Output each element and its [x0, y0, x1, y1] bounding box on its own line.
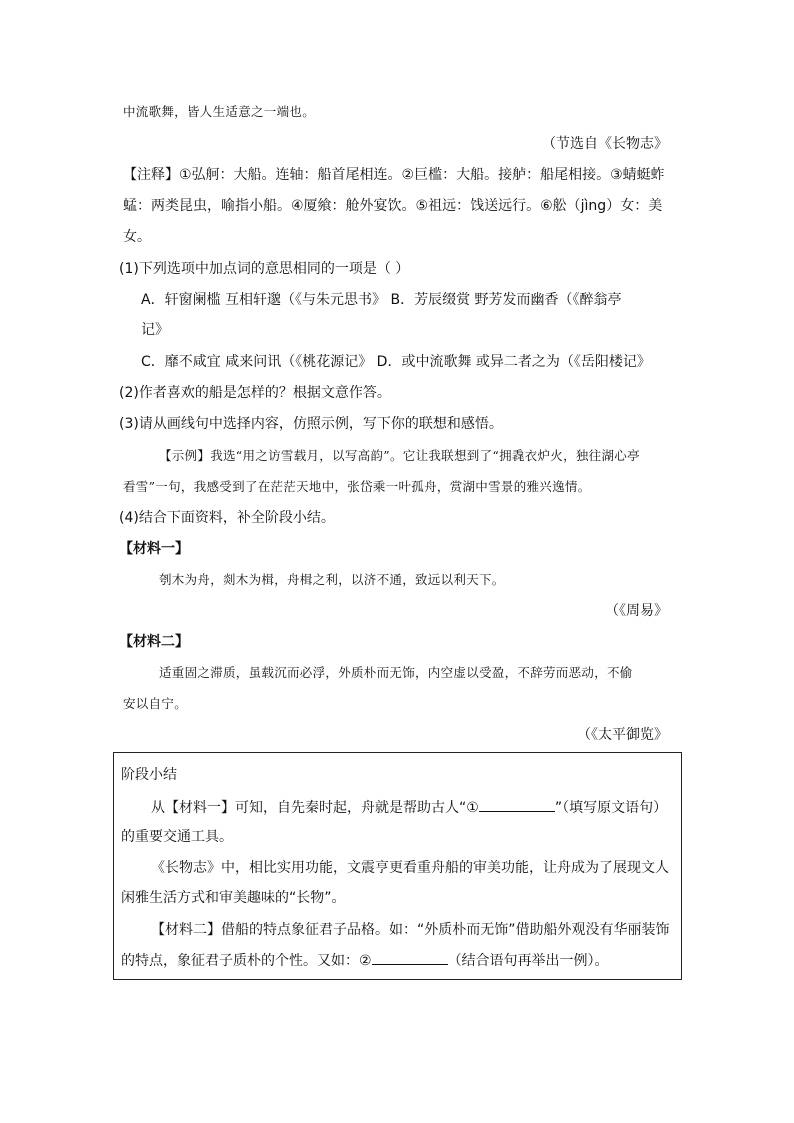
material-2-text-line-2: 安以自宁。 [123, 696, 188, 711]
summary-paragraph-3-line-1: 【材料二】借船的特点象征君子品格。如：“外质朴而无饰”借助船外观没有华丽装饰 [151, 922, 670, 938]
question-1-options-ab: A．轩窗阑槛 互相轩邈（《与朱元思书》 B．芳辰缀赏 野芳发而幽香（《醉翁亭 [141, 292, 622, 308]
notes-line-3: 女。 [123, 229, 151, 245]
question-3-example-line-1: 【示例】我选“用之访雪载月，以写高韵”。它让我联想到了“拥毳衣炉火，独往湖心亭 [159, 448, 640, 463]
summary-p1-after: ”（填写原文语句） [554, 800, 668, 816]
summary-paragraph-1-line-1 [151, 797, 667, 818]
summary-paragraph-2-line-2: 闲雅生活方式和审美趣味的“长物”。 [121, 890, 346, 906]
notes-line-2: 蜢：两类昆虫，喻指小船。④厦飨：舱外宴饮。⑤祖远：饯送远行。⑥舩（jìng）女：美 [123, 198, 663, 214]
notes-line-1: 【注释】①弘舸：大船。连轴：船首尾相连。②巨槛：大船。接舻：船尾相接。③蜻蜓蚱 [123, 167, 665, 183]
summary-paragraph-3-line-2 [121, 950, 609, 971]
summary-p1-before: 从【材料一】可知，自先秦时起，舟就是帮助古人“① [151, 800, 479, 816]
question-1-options-cd: C．靡不咸宜 咸来问讯（《桃花源记》 D．或中流歌舞 或异二者之为（《岳阳楼记》 [141, 354, 651, 370]
summary-paragraph-2-line-1: 《长物志》中，相比实用功能，文震亨更看重舟船的审美功能，让舟成为了展现文人 [151, 860, 669, 876]
summary-p3-after: （结合语句再举出一例）。 [447, 953, 609, 969]
material-2-text-line-1: 适重固之滞质，虽载沉而必浮，外质朴而无饰，内空虚以受盈，不辞劳而恶动，不偷 [159, 665, 633, 680]
question-1-option-b-cont: 记》 [141, 322, 169, 338]
summary-paragraph-1-line-2: 的重要交通工具。 [121, 829, 233, 845]
material-2-heading: 【材料二】 [119, 634, 189, 650]
summary-p3-before: 的特点，象征君子质朴的个性。又如：② [121, 953, 372, 969]
question-1-stem: (1)下列选项中加点词的意思相同的一项是（ ） [119, 261, 410, 277]
question-2: (2)作者喜欢的船是怎样的？根据文意作答。 [119, 385, 391, 401]
passage-end: 中流歌舞，皆人生适意之一端也。 [123, 104, 316, 119]
passage-source: （节选自《长物志》 [542, 136, 668, 152]
answer-blank-2[interactable] [372, 950, 448, 965]
material-1-text: 刳木为舟，剡木为楫，舟楫之利，以济不通，致远以利天下。 [159, 572, 505, 587]
question-3-example-line-2: 看雪”一句，我感受到了在茫茫天地中，张岱乘一叶孤舟，赏湖中雪景的雅兴逸情。 [123, 479, 591, 494]
material-1-heading: 【材料一】 [119, 541, 189, 557]
material-1-source: （《周易》 [605, 603, 668, 619]
question-3-stem: (3)请从画线句中选择内容，仿照示例，写下你的联想和感悟。 [119, 416, 503, 432]
summary-title: 阶段小结 [121, 767, 177, 783]
material-2-source: （《太平御览》 [577, 727, 668, 743]
answer-blank-1[interactable] [479, 797, 555, 812]
question-4-stem: (4)结合下面资料，补全阶段小结。 [119, 510, 335, 526]
